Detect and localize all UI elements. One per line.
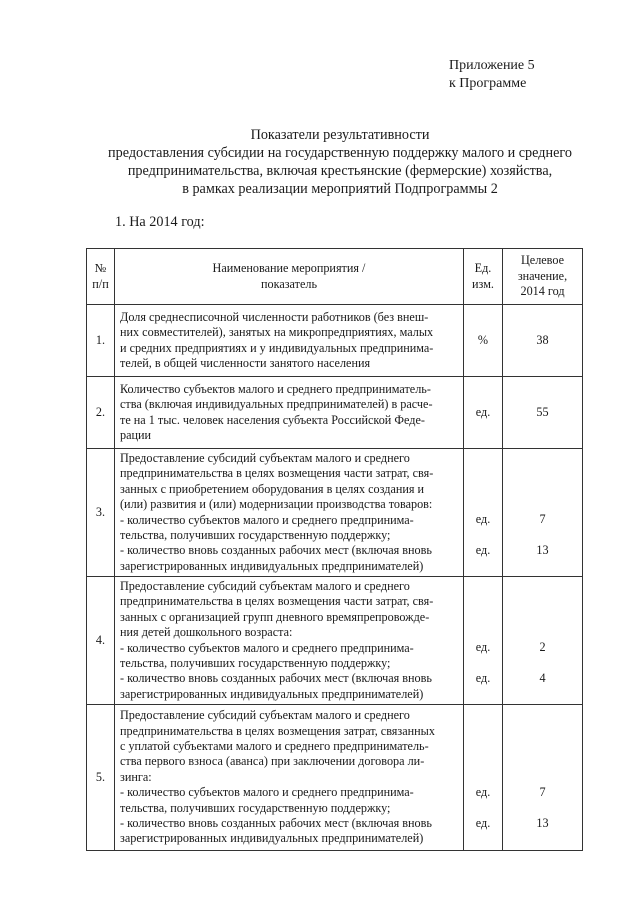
line-spacer xyxy=(464,482,502,497)
line-spacer xyxy=(503,497,582,512)
indicator-value: 7 xyxy=(539,785,546,800)
line-spacer xyxy=(503,594,582,609)
title-line-1: Показатели результативности xyxy=(250,127,430,143)
description-line: предпринимательства в целях возмещения части затрат, свя- xyxy=(120,466,434,481)
header-name: Наименование мероприятия / показатель xyxy=(115,249,464,305)
line-spacer xyxy=(464,559,502,574)
line-spacer xyxy=(503,528,582,543)
document-title xyxy=(60,126,620,198)
line-spacer xyxy=(503,831,582,846)
line-spacer xyxy=(464,451,502,466)
row-description xyxy=(115,305,464,377)
row-target-value xyxy=(503,577,583,705)
description-line: тельства, получивших государственную поддержку; xyxy=(120,800,391,815)
line-spacer xyxy=(503,687,582,702)
indicator-value: 13 xyxy=(536,815,549,830)
header-value: Целевое значение, 2014 год xyxy=(503,249,583,305)
indicator-unit: ед. xyxy=(475,640,491,655)
row-target-value: 38 xyxy=(503,305,583,377)
line-spacer xyxy=(464,610,502,625)
line-spacer xyxy=(503,770,582,785)
indicator-value: 2 xyxy=(539,640,546,655)
description-line: занных с организацией групп дневного времяпрепровожде- xyxy=(120,609,430,624)
row-description xyxy=(115,377,464,449)
indicator-value: 4 xyxy=(539,671,546,686)
row-description xyxy=(115,577,464,705)
description-line: Доля среднесписочной численности работников (без внеш- xyxy=(120,309,429,324)
line-spacer xyxy=(464,528,502,543)
table-row xyxy=(87,305,583,377)
line-spacer xyxy=(464,770,502,785)
description-line: - количество субъектов малого и среднего предпринима- xyxy=(120,640,414,655)
row-target-value xyxy=(503,449,583,577)
line-spacer xyxy=(503,579,582,594)
description-line: ства (включая индивидуальных предпринимателей) в расче- xyxy=(120,397,433,412)
description-line: ния детей дошкольного возраста: xyxy=(120,625,293,640)
description-line: предпринимательства в целях возмещения затрат, связанных xyxy=(120,723,435,738)
line-spacer xyxy=(503,801,582,816)
title-line-3: предпринимательства, включая крестьянские (фермерские) хозяйства, xyxy=(127,163,553,179)
line-spacer xyxy=(503,482,582,497)
line-spacer xyxy=(503,451,582,466)
description-line: тельства, получивших государственную поддержку; xyxy=(120,655,391,670)
description-line: занных с приобретением оборудования в целях создания и xyxy=(120,481,425,496)
line-spacer xyxy=(464,656,502,671)
description-line: зарегистрированных индивидуальных предпринимателей) xyxy=(120,686,424,701)
line-spacer xyxy=(464,579,502,594)
row-description xyxy=(115,705,464,851)
indicator-unit: ед. xyxy=(475,671,491,686)
indicators-table xyxy=(86,248,583,851)
description-line: телей, в общей численности занятого населения xyxy=(120,355,371,370)
table-row xyxy=(87,449,583,577)
indicator-value: 7 xyxy=(539,512,546,527)
line-spacer xyxy=(503,739,582,754)
description-line: ства первого взноса (аванса) при заключении договора ли- xyxy=(120,754,425,769)
row-number: 1. xyxy=(87,305,115,377)
description-line: Предоставление субсидий субъектам малого и среднего xyxy=(120,450,410,465)
line-spacer xyxy=(503,724,582,739)
row-number: 3. xyxy=(87,449,115,577)
table-header-row xyxy=(87,249,583,305)
description-line: рации xyxy=(120,427,152,442)
table-row xyxy=(87,577,583,705)
description-line: - количество субъектов малого и среднего предпринима- xyxy=(120,512,414,527)
description-line: Предоставление субсидий субъектам малого и среднего xyxy=(120,578,410,593)
row-unit xyxy=(464,705,503,851)
title-line-2: предоставления субсидии на государственную поддержку малого и среднего xyxy=(108,145,572,161)
description-line: тельства, получивших государственную поддержку; xyxy=(120,527,391,542)
description-line: зарегистрированных индивидуальных предпринимателей) xyxy=(120,558,424,573)
description-line: - количество вновь созданных рабочих мест (включая вновь xyxy=(120,816,432,831)
row-number: 4. xyxy=(87,577,115,705)
description-line: - количество вновь созданных рабочих мест (включая вновь xyxy=(120,543,432,558)
line-spacer xyxy=(464,497,502,512)
indicator-unit: ед. xyxy=(475,543,491,558)
title-line-4: в рамках реализации мероприятий Подпрограммы 2 xyxy=(182,181,498,197)
appendix-reference xyxy=(449,57,535,93)
line-spacer xyxy=(464,687,502,702)
description-line: - количество вновь созданных рабочих мест (включая вновь xyxy=(120,671,432,686)
section-heading: 1. На 2014 год: xyxy=(115,214,205,230)
line-spacer xyxy=(503,466,582,481)
row-unit: % xyxy=(464,305,503,377)
description-line: предпринимательства в целях возмещения части затрат, свя- xyxy=(120,594,434,609)
indicator-unit: ед. xyxy=(475,785,491,800)
row-unit xyxy=(464,449,503,577)
appendix-target: к Программе xyxy=(449,76,527,91)
line-spacer xyxy=(464,801,502,816)
description-line: с уплатой субъектами малого и среднего предприниматель- xyxy=(120,738,429,753)
header-num: № п/п xyxy=(87,249,115,305)
table-row xyxy=(87,705,583,851)
table-body xyxy=(87,305,583,851)
line-spacer xyxy=(464,466,502,481)
line-spacer xyxy=(503,610,582,625)
description-line: (или) развития и (или) модернизации производства товаров: xyxy=(120,497,433,512)
indicator-unit: ед. xyxy=(475,512,491,527)
row-number: 5. xyxy=(87,705,115,851)
line-spacer xyxy=(464,831,502,846)
indicator-value: 13 xyxy=(536,543,549,558)
appendix-number: Приложение 5 xyxy=(449,58,535,73)
description-line: - количество субъектов малого и среднего предпринима- xyxy=(120,785,414,800)
description-line: те на 1 тыс. человек населения субъекта Российской Феде- xyxy=(120,412,425,427)
indicator-unit: ед. xyxy=(475,815,491,830)
table-row xyxy=(87,377,583,449)
line-spacer xyxy=(464,754,502,769)
row-unit xyxy=(464,577,503,705)
description-line: Предоставление субсидий субъектам малого и среднего xyxy=(120,708,410,723)
line-spacer xyxy=(503,708,582,723)
row-target-value xyxy=(503,705,583,851)
line-spacer xyxy=(503,625,582,640)
line-spacer xyxy=(464,625,502,640)
line-spacer xyxy=(464,594,502,609)
line-spacer xyxy=(503,559,582,574)
description-line: Количество субъектов малого и среднего предприниматель- xyxy=(120,381,431,396)
row-unit: ед. xyxy=(464,377,503,449)
description-line: и средних предприятиях и у индивидуальных предпринима- xyxy=(120,340,434,355)
row-description xyxy=(115,449,464,577)
header-unit: Ед. изм. xyxy=(464,249,503,305)
line-spacer xyxy=(503,754,582,769)
row-target-value: 55 xyxy=(503,377,583,449)
line-spacer xyxy=(464,739,502,754)
description-line: зинга: xyxy=(120,769,152,784)
description-line: зарегистрированных индивидуальных предпринимателей) xyxy=(120,831,424,846)
line-spacer xyxy=(464,724,502,739)
line-spacer xyxy=(503,656,582,671)
row-number: 2. xyxy=(87,377,115,449)
description-line: них совместителей), занятых на микропредприятиях, малых xyxy=(120,325,434,340)
line-spacer xyxy=(464,708,502,723)
